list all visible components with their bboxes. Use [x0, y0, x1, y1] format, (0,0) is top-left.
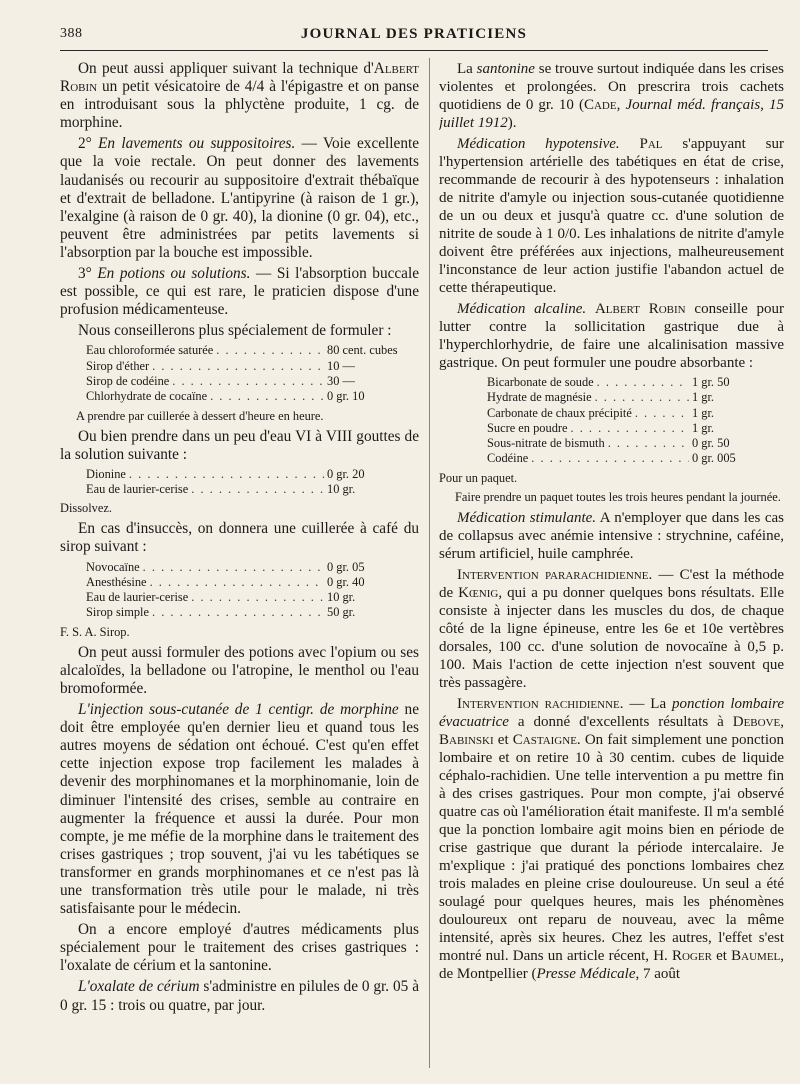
paragraph: L'oxalate de cérium s'administre en pilules de 0 gr. 05 à 0 gr. 15 : trois ou quatre, par jour. — [60, 978, 419, 1014]
formula-line: Eau de laurier-cerise . . . 10 gr. — [86, 590, 419, 605]
formula-line: Novocaïne . . . 0 gr. 05 — [86, 560, 419, 575]
paragraph: Nous conseillerons plus spécialement de formuler : — [78, 322, 392, 340]
formula-note: F. S. A. Sirop. — [60, 624, 130, 639]
formula-line: Sirop d'éther . . . 10 — — [86, 359, 419, 374]
author-name: Albert Robin — [594, 301, 686, 317]
formula-note: Faire prendre un paquet toutes les trois heures pendant la journée. — [455, 489, 781, 504]
formula-line: Eau chloroformée saturée . . . 80 cent. cubes — [86, 343, 419, 358]
page-number: 388 — [60, 26, 83, 41]
author-name: Kœnig — [458, 584, 499, 601]
paragraph: Médication hypotensive. Pal s'appuyant sur l'hypertension artérielle des tabétiques en état de crise, recommande de recourir à des hypotenseurs : inhalation de nitrite d'amyle ou injection sous-cutanée quotidienne de un ou deux et jusqu'à quatre cc. d'une solution de nitrite de soude à 1 0/0. Les inhalations de nitrite d'amyle doivent être préférées aux injections, malheureusement l'inconstance de leur action justifie l'abandon actuel de cette thérapeutique. — [439, 136, 784, 296]
formula-line: Anesthésine . . . 0 gr. 40 — [86, 575, 419, 590]
paragraph: La santonine se trouve surtout indiquée dans les crises violentes et prolongées. On prescrira trois cachets quotidiens de 0 gr. 10 (Cade, Journal méd. français, 15 juillet 1912). — [439, 61, 784, 131]
prescription-formula — [86, 467, 419, 498]
formula-note: Pour un paquet. — [439, 470, 518, 485]
author-name: Debove, Babinski — [439, 713, 784, 748]
author-name: Pal — [639, 136, 663, 152]
section-heading: En lavements ou suppositoires. — [98, 135, 296, 153]
paragraph: Intervention rachidienne. — La ponction lombaire évacuatrice a donné d'excellents résultats à Debove, Babinski et Castaigne. On fait simplement une ponction lombaire et on retire 10 à 30 centim. cubes de liquide céphalo-rachidien. Une telle intervention a pu mettre fin à des crises gastriques. Pour mon compte, j'ai observé quatre cas où l'amélioration était manifeste. Il m'a semblé que la ponction lombaire agit moins bien en période de crise gastrique que durant la période intercalaire. Je m'explique : j'ai pratiqué des ponctions lombaires chez trois malades en pleine crise douloureuse. Un seul a été soulagé pour quelques heures, mais les phénomènes douloureux ont reparu de nouveau, avec la même intensité, après six heures. Chez les autres, l'effet s'est montré nul. Dans un article récent, H. Roger et Baumel, de Montpellier (Presse Médicale, 7 août — [439, 695, 784, 982]
formula-line: Sirop simple . . . 50 gr. — [86, 605, 419, 620]
paragraph: Ou bien prendre dans un peu d'eau VI à VIII gouttes de la solution suivante : — [60, 427, 419, 463]
section-heading: Intervention rachidienne. — [457, 695, 624, 712]
paragraph: Médication stimulante. A n'employer que dans les cas de collapsus avec anémie intensive : strychnine, caféine, sérum artificiel, huile camphrée. — [439, 509, 784, 562]
paragraph: En cas d'insuccès, on donnera une cuillerée à café du sirop suivant : — [60, 520, 419, 556]
paragraph: 2° En lavements ou suppositoires. — Voie excellente que la voie rectale. On peut donner des lavements laudanisés ou recourir au suppositoire d'extrait thébaïque et d'extrait de belladone. L'antipyrine (à raison de 1 gr.), l'exalgine (à raison de 0 gr. 40), la dionine (0 gr. 04), etc., peuvent être administrées par petits lavements si l'absorption par la bouche est impossible. — [60, 135, 419, 261]
section-heading: Médication stimulante. — [457, 509, 597, 526]
author-name: Cade — [583, 97, 617, 113]
paragraph: On a encore employé d'autres médicaments plus spécialement pour le traitement des crises gastriques : l'oxalate de cérium et la santonine. — [60, 921, 419, 975]
right-column — [439, 60, 784, 1076]
formula-note: A prendre par cuillerée à dessert d'heure en heure. — [76, 408, 324, 423]
author-name: Albert Robin — [60, 60, 419, 96]
section-heading: Intervention pararachidienne. — [457, 566, 653, 583]
section-heading: L'oxalate de cérium — [78, 978, 200, 996]
formula-line: Sucre en poudre . . . 1 gr. — [487, 421, 784, 436]
section-heading: Médication hypotensive. — [457, 136, 620, 152]
left-column — [60, 60, 419, 1076]
prescription-formula — [86, 343, 419, 404]
formula-line: Carbonate de chaux précipité . . . 1 gr. — [487, 406, 784, 421]
paragraph: On peut aussi formuler des potions avec l'opium ou ses alcaloïdes, la belladone ou l'atropine, le menthol ou l'eau bromoformée. — [60, 643, 419, 697]
formula-line: Hydrate de magnésie . . . 1 gr. — [487, 390, 784, 405]
prescription-formula — [487, 375, 784, 467]
paragraph: 3° En potions ou solutions. — Si l'absorption buccale est possible, ce qui est rare, le praticien dispose d'une profusion médicamenteuse. — [60, 265, 419, 319]
formula-line: Bicarbonate de soude . . . 1 gr. 50 — [487, 375, 784, 390]
page-header — [60, 22, 768, 51]
formula-line: Codéine . . . 0 gr. 005 — [487, 451, 784, 466]
paragraph: Médication alcaline. Albert Robin conseille pour lutter contre la sollicitation gastrique due à l'hyperchlorhydrie, de faire une alcalinisation massive gastrique. On peut formuler une poudre absorbante : — [439, 301, 784, 371]
section-heading: L'injection sous-cutanée de 1 centigr. de morphine — [78, 701, 399, 719]
formula-line: Sous-nitrate de bismuth . . . 0 gr. 50 — [487, 436, 784, 451]
citation: Journal méd. français, 15 juillet 1912 — [439, 97, 784, 131]
author-name: Roger — [671, 947, 712, 964]
formula-line: Sirop de codéine . . . 30 — — [86, 374, 419, 389]
paragraph: On peut aussi appliquer suivant la technique d'Albert Robin un petit vésicatoire de 4/4 à l'épigastre et on panse en introduisant sous la phlyctène produite, 1 cg. de morphine. — [60, 60, 419, 132]
formula-line: Chlorhydrate de cocaïne . . . 0 gr. 10 — [86, 389, 419, 404]
section-heading: Médication alcaline. — [457, 301, 587, 317]
column-divider — [429, 58, 430, 1068]
formula-note: Dissolvez. — [60, 501, 112, 516]
paragraph: L'injection sous-cutanée de 1 centigr. de morphine ne doit être employée qu'en dernier lieu et quand tous les autres moyens de sédation ont échoué. C'est qu'en effet cette injection expose trop facilement les malades à devenir des morphinomanes et la morphinomanie, loin de diminuer l'intensité des crises, semble au contraire en augmenter la fréquence et aussi la durée. Pour mon compte, je me méfie de la morphine dans le traitement des crises gastriques ; trop souvent, j'ai vu les tabétiques se transformer en grands morphinomanes et ce n'est pas là une transformation très utile pour le malade, ni très satisfaisante pour le médecin. — [60, 701, 419, 918]
running-title: JOURNAL DES PRATICIENS — [300, 25, 528, 42]
paragraph: Intervention pararachidienne. — C'est la méthode de Kœnig, qui a pu donner quelques bons résultats. Elle consiste à injecter dans les muscles du dos, de chaque côté de la ligne épineuse, entre les 6e et 10e vertèbres dorsales, 100 cc. d'une solution de novocaïne à 0,5 p. 100. Mais l'action de cette injection n'est souvent que très passagère. — [439, 566, 784, 691]
section-heading: En potions ou solutions. — [97, 265, 251, 283]
formula-line: Dionine . . . 0 gr. 20 — [86, 467, 419, 482]
author-name: Baumel — [731, 947, 781, 964]
citation: Presse Médicale — [536, 965, 636, 982]
prescription-formula — [86, 560, 419, 621]
formula-line: Eau de laurier-cerise . . . 10 gr. — [86, 482, 419, 497]
author-name: Castaigne — [512, 731, 577, 748]
